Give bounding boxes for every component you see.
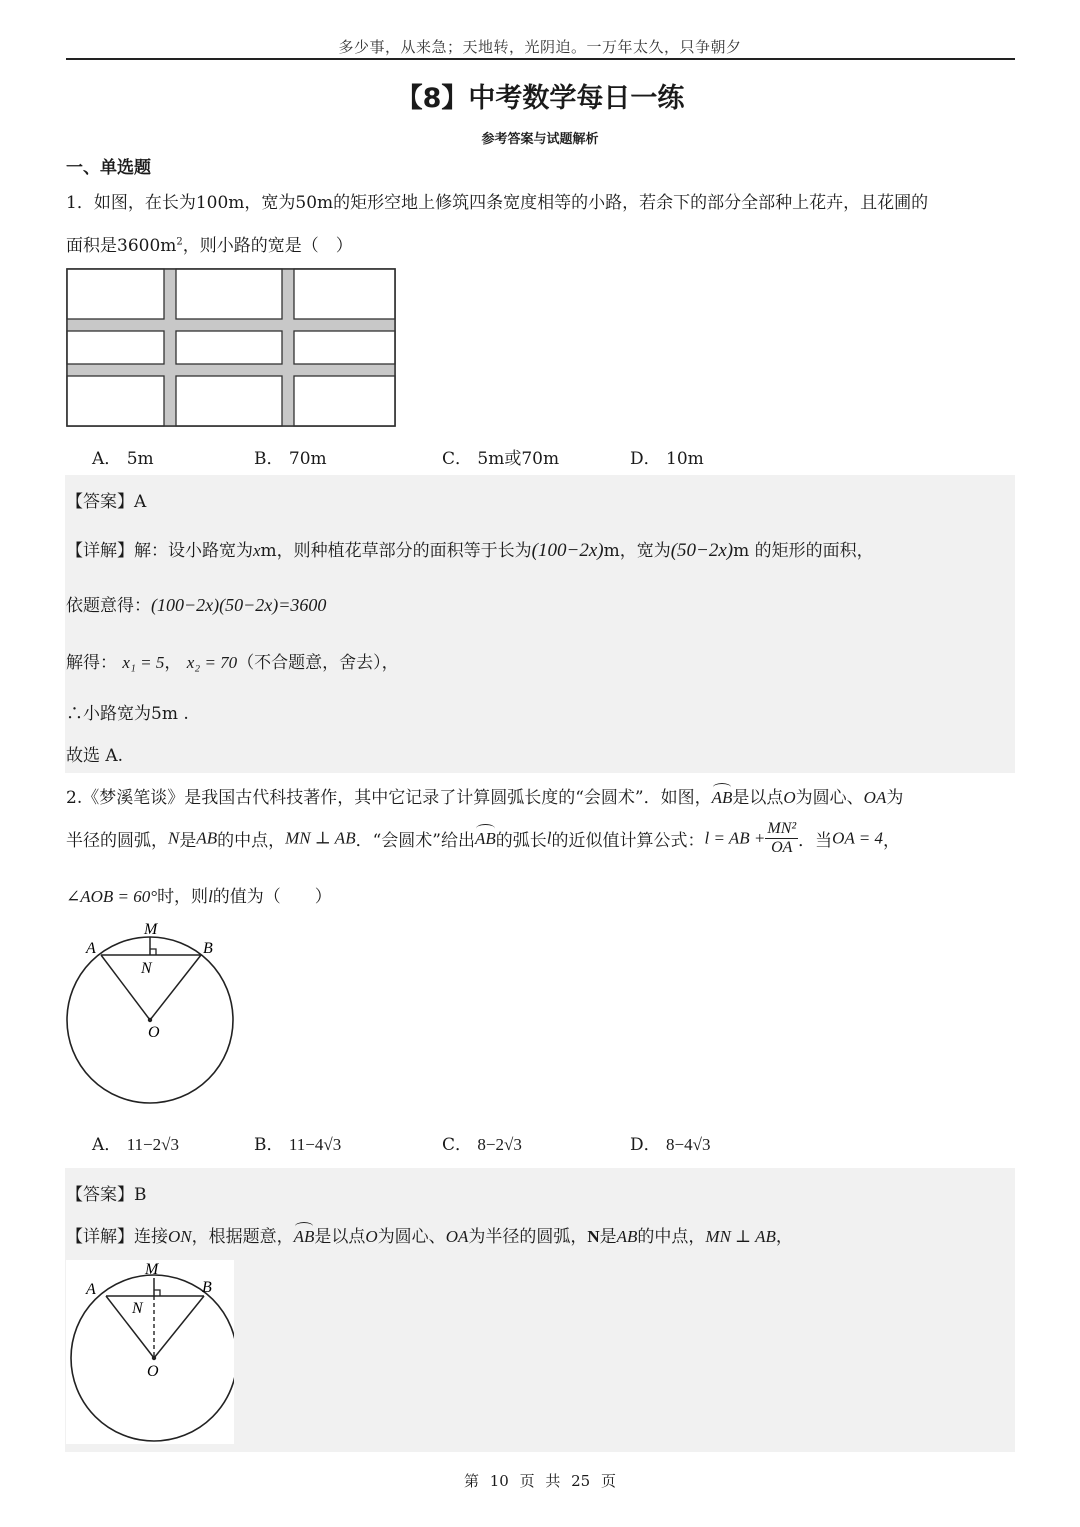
svg-text:O: O — [147, 1363, 159, 1380]
formula-fraction: $\frac{\text{MN²}}{OA}$ — [767, 820, 797, 856]
q1-detail-line2: 依题意得：(100−2x)(50−2x)=3600 — [66, 595, 327, 616]
svg-text:O: O — [148, 1024, 160, 1041]
q2-option-c: C． 8−2√3 — [442, 1135, 522, 1155]
q1-detail-line4: ∴小路宽为5m . — [66, 704, 189, 724]
q2-answer: 【答案】B — [66, 1185, 147, 1205]
q1-stem-text-end: ，则小路的宽是（ ） — [182, 236, 353, 256]
q2-stem-line1: 2.《梦溪笔谈》是我国古代科技著作，其中它记录了计算圆弧长度的“会圆术”．如图，AB是以点O为圆心、OA为 — [66, 788, 904, 808]
q1-option-b: B． 70m — [254, 449, 327, 469]
svg-text:M: M — [145, 1261, 159, 1278]
q1-detail-line5: 故选 A. — [66, 746, 124, 766]
page-subtitle: 参考答案与试题解析 — [481, 132, 599, 147]
q1-detail-line1: 【详解】解：设小路宽为xm，则种植花草部分的面积等于长为(100−2x)m，宽为(50−2x)m 的矩形的面积， — [66, 540, 874, 561]
q1-answer: 【答案】A — [66, 492, 147, 512]
q1-detail-line3: 解得： x₁ = 5， x₂ = 70（不合题意，舍去）， — [66, 653, 399, 673]
q2-detail-line1: 【详解】连接ON，根据题意，AB是以点O为圆心、OA为半径的圆弧，N是AB的中点，MN ⊥ AB， — [66, 1227, 793, 1247]
q1-option-d: D． 10m — [630, 449, 704, 469]
q1-option-c: C． 5m或70m — [442, 449, 560, 469]
section-heading: 一、单选题 — [66, 158, 151, 178]
q2-circle-figure — [60, 915, 260, 1110]
svg-text:N: N — [132, 1300, 143, 1317]
header-divider — [66, 58, 1015, 60]
q1-rectangle-figure — [66, 268, 398, 430]
q2-option-b: B． 11−4√3 — [254, 1135, 342, 1155]
header-motto: 多少事，从来急；天地转，光阴迫。一万年太久，只争朝夕 — [338, 38, 742, 56]
page-number: 第 10 页 共 25 页 — [463, 1472, 616, 1490]
q1-stem-line1: 1．如图，在长为100m，宽为50m的矩形空地上修筑四条宽度相等的小路，若余下的部分全部种上花卉，且花圃的 — [66, 193, 929, 213]
svg-text:M: M — [144, 921, 158, 938]
q1-stem-sup: 2 — [176, 236, 183, 248]
q2-option-a: A． 11−2√3 — [92, 1135, 179, 1155]
q1-stem-line2 — [66, 231, 353, 256]
svg-text:B: B — [203, 940, 213, 957]
svg-text:A: A — [86, 940, 96, 957]
page-title: 【8】中考数学每日一练 — [395, 83, 685, 114]
q1-option-a: A． 5m — [92, 449, 154, 469]
svg-text:A: A — [86, 1281, 96, 1298]
q1-stem-text: 面积是3600m — [66, 236, 177, 256]
q2-solution-figure — [66, 1260, 234, 1444]
q2-option-d: D． 8−4√3 — [630, 1135, 711, 1155]
svg-text:B: B — [202, 1279, 212, 1296]
q2-stem-line3: ∠AOB = 60°时，则l的值为（ ） — [66, 887, 332, 907]
svg-text:N: N — [141, 960, 152, 977]
q2-stem-line2: 半径的圆弧，N是AB的中点，MN ⊥ AB．“会圆术”给出AB的弧长l的近似值计算公式：l = AB + $\frac{\text{MN²}}{OA}$ ．当OA = 4， — [66, 820, 900, 856]
q1-solution-panel — [65, 475, 1015, 773]
